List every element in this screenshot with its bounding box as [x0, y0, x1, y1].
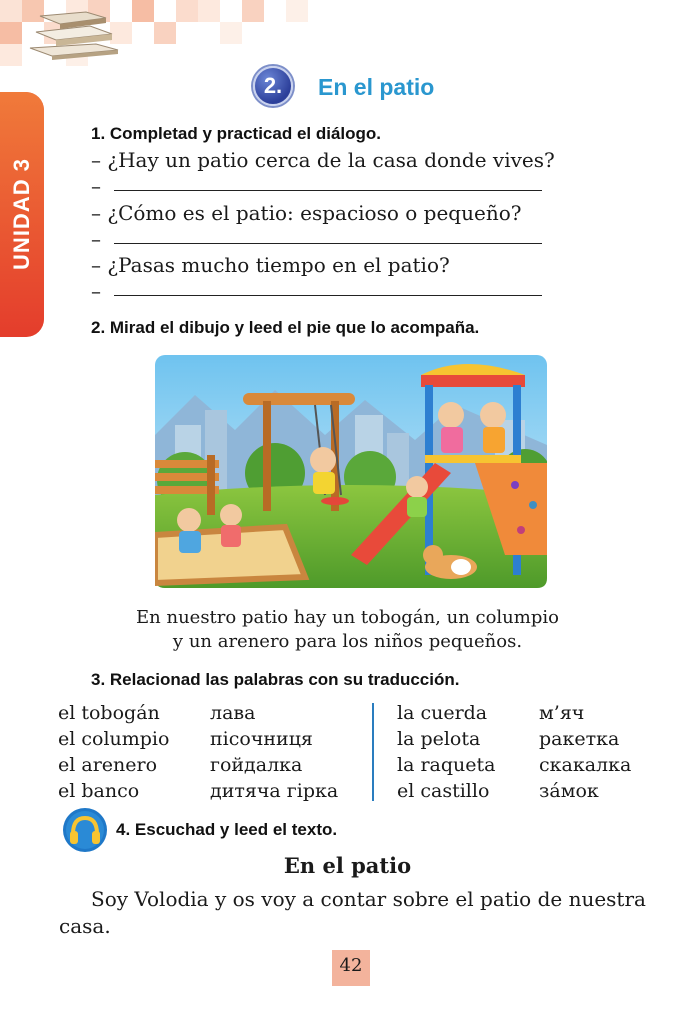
dialog-answer-dash: – — [91, 279, 101, 303]
word-es: el columpio — [58, 728, 170, 750]
task3-title: 3. Relacionad las palabras con su traducción. — [91, 670, 460, 689]
column-divider — [372, 703, 374, 801]
answer-blank[interactable] — [114, 190, 542, 191]
books-icon — [26, 6, 122, 60]
unit-tab — [0, 92, 44, 337]
answer-blank[interactable] — [114, 295, 542, 296]
task2-title: 2. Mirad el dibujo y leed el pie que lo acompaña. — [91, 318, 480, 337]
header-decoration — [0, 0, 340, 70]
dialog-line: – ¿Cómo es el patio: espacioso o pequeño? — [91, 201, 522, 225]
word-es: el tobogán — [58, 702, 160, 724]
page-number: 42 — [339, 955, 363, 976]
word-ua: скакалка — [539, 754, 632, 776]
playground-illustration — [155, 355, 547, 588]
task4-title: 4. Escuchad y leed el texto. — [116, 820, 338, 839]
headphones-icon[interactable] — [62, 807, 108, 853]
dialog-answer-dash: – — [91, 174, 101, 198]
lesson-number-badge: 2. — [253, 66, 293, 106]
dialog-line: – ¿Hay un patio cerca de la casa donde vives? — [91, 148, 555, 172]
text-title: En el patio — [283, 853, 412, 878]
word-es: la cuerda — [397, 702, 488, 724]
word-es: el arenero — [58, 754, 158, 776]
unit-label: UNIDAD 3 — [9, 158, 34, 270]
text-paragraph-line2: casa. — [59, 914, 111, 938]
dialog-line: – ¿Pasas mucho tiempo en el patio? — [91, 253, 450, 277]
word-ua: зáмок — [539, 780, 599, 802]
lesson-title: En el patio — [318, 74, 435, 100]
picture-caption-line1: En nuestro patio hay un tobogán, un columpio — [136, 607, 559, 628]
dialog-answer-dash: – — [91, 227, 101, 251]
word-ua: м’яч — [539, 702, 585, 724]
word-es: la raqueta — [397, 754, 496, 776]
task1-title: 1. Completad y practicad el diálogo. — [91, 124, 382, 143]
word-ua: пісочниця — [210, 728, 313, 750]
word-es: el banco — [58, 780, 140, 802]
word-ua: дитяча гірка — [210, 780, 339, 802]
word-ua: гойдалка — [210, 754, 303, 776]
word-ua: лава — [210, 702, 256, 724]
word-es: la pelota — [397, 728, 481, 750]
text-paragraph-line1: Soy Volodia y os voy a contar sobre el patio de nuestra — [91, 887, 646, 911]
word-ua: ракетка — [539, 728, 620, 750]
answer-blank[interactable] — [114, 243, 542, 244]
word-es: el castillo — [397, 780, 490, 802]
picture-caption-line2: y un arenero para los niños pequeños. — [172, 631, 523, 652]
